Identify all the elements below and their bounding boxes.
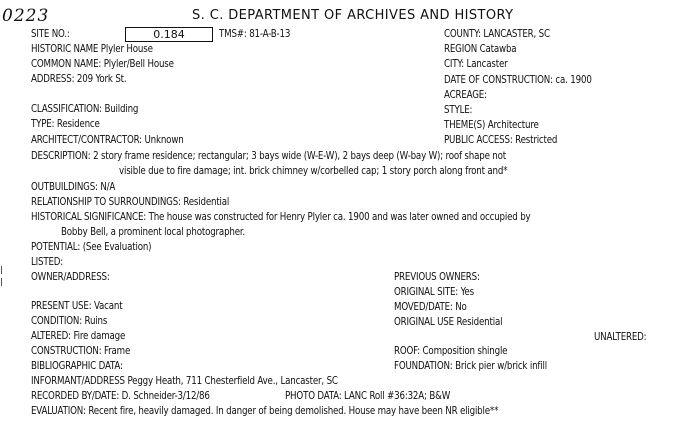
architect-field: ARCHITECT/CONTRACTOR: Unknown [31, 134, 184, 146]
site-no-label: SITE NO.: [31, 28, 70, 40]
handwritten-number: 0223 [2, 6, 50, 26]
condition-field: CONDITION: Ruins [31, 315, 108, 327]
site-no-box: 0.184 [125, 27, 213, 42]
roof-field: ROOF: Composition shingle [394, 345, 508, 357]
address-field: ADDRESS: 209 York St. [31, 73, 127, 85]
owner-address-field: OWNER/ADDRESS: [31, 271, 110, 283]
region-field: REGION Catawba [444, 43, 517, 55]
previous-owners-field: PREVIOUS OWNERS: [394, 271, 480, 283]
moved-date-field: MOVED/DATE: No [394, 301, 467, 313]
historic-name-field: HISTORIC NAME Plyler House [31, 43, 153, 55]
form-header: S. C. DEPARTMENT OF ARCHIVES AND HISTORY [192, 8, 514, 23]
original-use-field: ORIGINAL USE Residential [394, 316, 503, 328]
unaltered-field: UNALTERED: [594, 331, 647, 343]
public-access-field: PUBLIC ACCESS: Restricted [444, 134, 558, 146]
evaluation-field: EVALUATION: Recent fire, heavily damaged. In danger of being demolished. House may have been NR eligible** [31, 405, 499, 417]
original-site-field: ORIGINAL SITE: Yes [394, 286, 474, 298]
significance-line-2: Bobby Bell, a prominent local photographer. [61, 226, 245, 238]
themes-field: THEME(S) Architecture [444, 119, 539, 131]
potential-field: POTENTIAL: (See Evaluation) [31, 241, 152, 253]
listed-field: LISTED: [31, 256, 64, 268]
relationship-field: RELATIONSHIP TO SURROUNDINGS: Residential [31, 196, 230, 208]
classification-field: CLASSIFICATION: Building [31, 103, 139, 115]
construction-field: CONSTRUCTION: Frame [31, 345, 131, 357]
date-of-construction-field: DATE OF CONSTRUCTION: ca. 1900 [444, 74, 592, 86]
description-line-1: DESCRIPTION: 2 story frame residence; rectangular; 3 bays wide (W-E-W), 2 bays deep (W-bay W); roof shape not [31, 150, 506, 162]
tms-number: TMS#: 81-A-B-13 [219, 28, 291, 40]
informant-field: INFORMANT/ADDRESS Peggy Heath, 711 Chesterfield Ave., Lancaster, SC [31, 375, 338, 387]
county-field: COUNTY: LANCASTER, SC [444, 28, 550, 40]
common-name-field: COMMON NAME: Plyler/Bell House [31, 58, 174, 70]
margin-mark [1, 266, 4, 274]
significance-line-1: HISTORICAL SIGNIFICANCE: The house was constructed for Henry Plyler ca. 1900 and was later owned and occupied by [31, 211, 531, 223]
present-use-field: PRESENT USE: Vacant [31, 300, 123, 312]
margin-mark [1, 278, 4, 286]
photo-data-field: PHOTO DATA: LANC Roll #36:32A; B&W [285, 390, 451, 402]
acreage-field: ACREAGE: [444, 89, 487, 101]
type-field: TYPE: Residence [31, 118, 100, 130]
city-field: CITY: Lancaster [444, 58, 508, 70]
altered-field: ALTERED: Fire damage [31, 330, 126, 342]
description-line-2: visible due to fire damage; int. brick chimney w/corbelled cap; 1 story porch along front and* [119, 165, 508, 177]
bibliographic-field: BIBLIOGRAPHIC DATA: [31, 360, 123, 372]
style-field: STYLE: [444, 104, 473, 116]
outbuildings-field: OUTBUILDINGS: N/A [31, 181, 116, 193]
foundation-field: FOUNDATION: Brick pier w/brick infill [394, 360, 547, 372]
recorded-by-field: RECORDED BY/DATE: D. Schneider-3/12/86 [31, 390, 210, 402]
